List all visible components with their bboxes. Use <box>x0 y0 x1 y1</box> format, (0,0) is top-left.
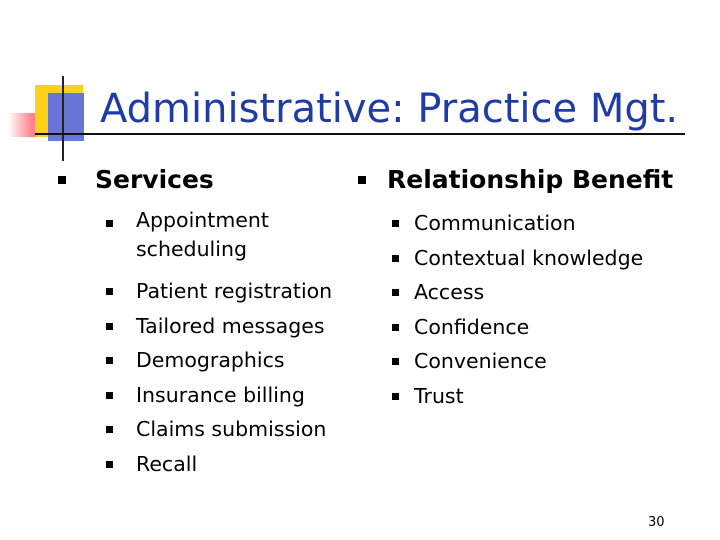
services-column <box>58 162 348 476</box>
list-item-label: Convenience <box>414 349 547 374</box>
square-bullet-icon <box>392 358 399 365</box>
square-bullet-icon <box>392 393 399 400</box>
list-item-label: Access <box>414 280 485 305</box>
benefit-heading: Relationship Benefit <box>387 165 674 194</box>
square-bullet-icon <box>106 392 113 399</box>
list-item <box>58 447 348 482</box>
list-item <box>58 274 348 309</box>
list-item-label: Demographics <box>136 348 285 373</box>
square-bullet-icon <box>106 220 113 227</box>
list-item <box>58 378 348 413</box>
square-bullet-icon <box>392 289 399 296</box>
list-item <box>58 309 348 344</box>
list-item <box>358 379 678 414</box>
list-item <box>58 206 348 274</box>
relationship-benefit-column <box>358 162 678 408</box>
list-item-label: Appointment scheduling <box>136 208 269 261</box>
list-item-label: Recall <box>136 451 198 476</box>
square-bullet-icon <box>106 323 113 330</box>
list-item <box>58 343 348 378</box>
list-item <box>358 310 678 345</box>
benefit-list <box>358 206 678 414</box>
services-heading-row <box>58 162 348 200</box>
list-item-label: Patient registration <box>136 279 333 303</box>
list-item-label: Tailored messages <box>136 313 325 338</box>
list-item-label: Communication <box>414 211 576 235</box>
list-item-label: Claims submission <box>136 417 327 442</box>
square-bullet-icon <box>106 461 113 468</box>
list-item-label: Confidence <box>414 314 530 339</box>
services-list <box>58 206 348 482</box>
square-bullet-icon <box>358 176 366 184</box>
list-item <box>358 344 678 379</box>
square-bullet-icon <box>106 426 113 433</box>
slide-title: Administrative: Practice Mgt. <box>100 86 679 132</box>
services-heading: Services <box>95 165 214 194</box>
logo-vertical-line <box>62 76 64 161</box>
page-number: 30 <box>648 515 665 530</box>
square-bullet-icon <box>392 220 399 227</box>
list-item <box>358 275 678 310</box>
list-item-label: Trust <box>414 383 464 408</box>
list-item <box>358 206 678 241</box>
list-item <box>58 412 348 447</box>
list-item-label: Insurance billing <box>136 382 305 407</box>
square-bullet-icon <box>58 176 66 184</box>
square-bullet-icon <box>106 357 113 364</box>
title-underline <box>35 133 685 135</box>
square-bullet-icon <box>392 324 399 331</box>
square-bullet-icon <box>106 288 113 295</box>
square-bullet-icon <box>392 255 399 262</box>
list-item-label: Contextual knowledge <box>414 245 644 270</box>
benefit-heading-row <box>358 162 678 200</box>
list-item <box>358 241 678 276</box>
